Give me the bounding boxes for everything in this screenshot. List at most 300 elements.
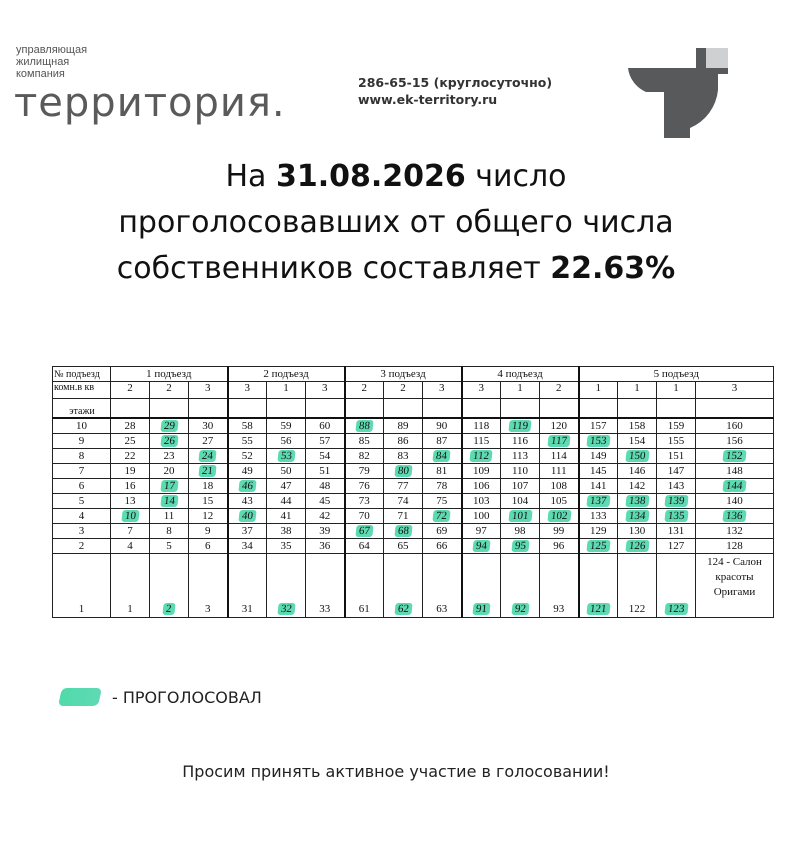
apartment-voted: 137	[586, 495, 610, 507]
apartment-number: 75	[436, 495, 448, 507]
apartment-number: 149	[590, 450, 607, 462]
apartment-cell	[657, 464, 696, 479]
apartment-number: 12	[202, 510, 214, 522]
apartment-cell	[150, 434, 189, 449]
apartment-cell	[540, 524, 579, 539]
apartment-number: 79	[358, 465, 370, 477]
apartment-cell	[501, 464, 540, 479]
apartment-number: 90	[436, 420, 448, 432]
apartment-number: 3	[205, 603, 211, 615]
apartment-voted: 67	[355, 525, 373, 537]
apartment-cell	[462, 509, 501, 524]
apartment-cell	[228, 479, 267, 494]
podezd-header: 4 подъезд	[462, 367, 579, 382]
apartment-number: 86	[397, 435, 409, 447]
apartment-number: 30	[202, 420, 214, 432]
apartment-cell	[579, 479, 618, 494]
apartment-number: 20	[163, 465, 175, 477]
apartment-number: 118	[473, 420, 490, 432]
apartment-number: 85	[358, 435, 370, 447]
apartment-number: 147	[667, 465, 685, 477]
apartment-cell	[579, 434, 618, 449]
apartment-number: 23	[163, 450, 175, 462]
apartment-cell	[462, 539, 501, 554]
apartment-number: 96	[553, 540, 565, 552]
rooms-count: 1	[267, 382, 306, 399]
apartment-cell	[384, 464, 423, 479]
apartment-number: 4	[127, 540, 133, 552]
apartment-voted: 80	[394, 465, 412, 477]
floor-number: 8	[53, 449, 111, 464]
apartment-number: 16	[124, 480, 136, 492]
apartment-number: 98	[514, 525, 526, 537]
apartment-number: 76	[358, 480, 370, 492]
rooms-count: 2	[111, 382, 150, 399]
apartment-cell	[540, 539, 579, 554]
apartment-cell	[267, 539, 306, 554]
apartment-voted: 153	[586, 435, 610, 447]
apartment-cell	[657, 509, 696, 524]
footer-note: Просим принять активное участие в голосовании!	[182, 762, 610, 781]
apartment-cell	[540, 554, 579, 618]
apartment-cell	[345, 539, 384, 554]
apartment-number: 78	[436, 480, 448, 492]
apartment-voted: 152	[723, 450, 747, 462]
apartment-cell	[150, 418, 189, 434]
apartment-cell	[579, 524, 618, 539]
apartment-cell	[306, 539, 345, 554]
podezd-header: 2 подъезд	[228, 367, 345, 382]
apartment-cell	[696, 509, 774, 524]
apartment-cell	[462, 464, 501, 479]
apartment-number: 8	[166, 525, 172, 537]
apartment-number: 18	[202, 480, 214, 492]
blank-cell	[423, 399, 462, 419]
apartment-cell	[540, 434, 579, 449]
apartment-number: 109	[473, 465, 490, 477]
apartment-cell	[384, 479, 423, 494]
apartment-number: 1	[127, 603, 133, 615]
apartment-cell	[462, 418, 501, 434]
company-name: территория.	[14, 80, 286, 126]
apartment-cell	[501, 418, 540, 434]
apartment-cell	[384, 554, 423, 618]
apartment-cell	[540, 494, 579, 509]
apartment-cell	[384, 449, 423, 464]
apartment-number: 41	[280, 510, 292, 522]
vote-table	[52, 366, 774, 618]
apartment-cell	[267, 509, 306, 524]
apartment-number: 106	[473, 480, 490, 492]
apartment-cell	[228, 494, 267, 509]
apartment-cell	[501, 434, 540, 449]
apartment-cell	[462, 494, 501, 509]
apartment-cell	[696, 464, 774, 479]
podezd-header: 3 подъезд	[345, 367, 462, 382]
apartment-cell	[306, 524, 345, 539]
apartment-number: 15	[202, 495, 214, 507]
blank-cell	[618, 399, 657, 419]
apartment-voted: 95	[511, 540, 529, 552]
apartment-cell	[111, 464, 150, 479]
apartment-number: 65	[397, 540, 409, 552]
apartment-cell	[111, 524, 150, 539]
apartment-number: 61	[358, 603, 370, 615]
apartment-cell	[462, 479, 501, 494]
apartment-voted: 123	[664, 603, 688, 615]
apartment-number: 48	[319, 480, 331, 492]
apartment-voted: 62	[394, 603, 412, 615]
legend-text: - ПРОГОЛОСОВАЛ	[112, 687, 262, 707]
apartment-cell	[111, 494, 150, 509]
apartment-number: 49	[241, 465, 253, 477]
apartment-cell	[189, 449, 228, 464]
apartment-voted: 53	[277, 450, 295, 462]
apartment-cell	[657, 554, 696, 618]
apartment-number: 151	[667, 450, 685, 462]
apartment-number: 159	[667, 420, 685, 432]
apartment-cell	[345, 434, 384, 449]
apartment-cell	[150, 554, 189, 618]
apartment-cell	[579, 464, 618, 479]
apartment-number: 103	[473, 495, 490, 507]
apartment-number: 105	[550, 495, 567, 507]
apartment-number: 93	[553, 603, 565, 615]
headline-line-3: собственников составляет	[116, 251, 551, 286]
apartment-number: 145	[590, 465, 607, 477]
apartment-cell	[384, 418, 423, 434]
apartment-cell	[696, 494, 774, 509]
apartment-cell	[228, 509, 267, 524]
apartment-number: 113	[511, 450, 529, 462]
apartment-number: 64	[358, 540, 370, 552]
apartment-voted: 117	[547, 435, 570, 447]
blank-cell	[111, 399, 150, 419]
rooms-count: 1	[501, 382, 540, 399]
rooms-count: 2	[384, 382, 423, 399]
apartment-cell	[306, 554, 345, 618]
apartment-number: 59	[280, 420, 292, 432]
apartment-cell	[345, 479, 384, 494]
apartment-cell	[189, 494, 228, 509]
apartment-cell	[618, 449, 657, 464]
apartment-cell	[423, 554, 462, 618]
blank-cell	[384, 399, 423, 419]
apartment-number: 73	[358, 495, 370, 507]
apartment-number: 124 - Салон красоты Оригами	[707, 556, 762, 598]
apartment-cell	[423, 464, 462, 479]
website-link[interactable]: www.ek-territory.ru	[358, 92, 498, 107]
apartment-number: 100	[473, 510, 490, 522]
rooms-count: 3	[423, 382, 462, 399]
apartment-cell	[384, 509, 423, 524]
blank-cell	[579, 399, 618, 419]
apartment-cell	[579, 418, 618, 434]
apartment-cell	[384, 494, 423, 509]
blank-cell	[267, 399, 306, 419]
rooms-count: 2	[540, 382, 579, 399]
apartment-number: 148	[726, 465, 743, 477]
apartment-voted: 14	[160, 495, 178, 507]
apartment-voted: 125	[586, 540, 610, 552]
apartment-number: 133	[590, 510, 607, 522]
apartment-cell	[657, 418, 696, 434]
apartment-number: 60	[319, 420, 331, 432]
apartment-cell	[189, 434, 228, 449]
blank-cell	[150, 399, 189, 419]
apartment-cell	[696, 434, 774, 449]
apartment-cell	[228, 539, 267, 554]
apartment-number: 58	[241, 420, 253, 432]
apartment-number: 157	[590, 420, 607, 432]
apartment-number: 36	[319, 540, 331, 552]
apartment-cell	[189, 509, 228, 524]
table-row	[53, 554, 774, 618]
apartment-voted: 92	[511, 603, 529, 615]
apartment-cell	[462, 449, 501, 464]
apartment-voted: 32	[277, 603, 295, 615]
apartment-number: 140	[726, 495, 743, 507]
company-line-3: компания	[16, 68, 65, 80]
podezd-header: 5 подъезд	[579, 367, 774, 382]
apartment-cell	[540, 509, 579, 524]
apartment-cell	[267, 464, 306, 479]
headline-line-2: проголосовавших от общего числа	[118, 205, 674, 240]
rooms-count: 1	[618, 382, 657, 399]
apartment-cell	[306, 479, 345, 494]
apartment-voted: 72	[433, 510, 451, 522]
apartment-cell	[228, 449, 267, 464]
apartment-cell	[111, 418, 150, 434]
apartment-cell	[228, 418, 267, 434]
apartment-number: 142	[628, 480, 646, 492]
apartment-cell	[423, 449, 462, 464]
apartment-cell	[306, 509, 345, 524]
apartment-number: 37	[241, 525, 253, 537]
apartment-number: 146	[628, 465, 646, 477]
apartment-number: 55	[241, 435, 253, 447]
apartment-cell	[696, 524, 774, 539]
apartment-cell	[345, 464, 384, 479]
apartment-cell	[579, 539, 618, 554]
table-row	[53, 479, 774, 494]
rooms-count: 3	[696, 382, 774, 399]
headline-date: 31.08.2026	[275, 159, 466, 194]
rooms-count: 3	[189, 382, 228, 399]
apartment-cell	[345, 494, 384, 509]
table-row	[53, 464, 774, 479]
apartment-cell	[189, 479, 228, 494]
apartment-cell	[306, 434, 345, 449]
apartment-number: 33	[319, 603, 331, 615]
apartment-cell	[462, 434, 501, 449]
apartment-number: 31	[241, 603, 253, 615]
apartment-voted: 68	[394, 525, 412, 537]
apartment-number: 97	[475, 525, 487, 537]
apartment-number: 52	[241, 450, 253, 462]
apartment-cell	[189, 539, 228, 554]
apartment-number: 27	[202, 435, 214, 447]
podezd-label: № подъезд	[53, 367, 111, 382]
floor-number: 2	[53, 539, 111, 554]
blank-cell	[306, 399, 345, 419]
apartment-voted: 84	[433, 450, 451, 462]
apartment-cell	[267, 494, 306, 509]
floor-number: 6	[53, 479, 111, 494]
apartment-cell	[657, 524, 696, 539]
apartment-voted: 21	[199, 465, 217, 477]
apartment-number: 28	[124, 420, 136, 432]
apartment-number: 7	[127, 525, 133, 537]
apartment-number: 11	[163, 510, 175, 522]
rooms-count: 3	[306, 382, 345, 399]
apartment-cell	[345, 449, 384, 464]
rooms-count: 1	[657, 382, 696, 399]
blank-cell	[462, 399, 501, 419]
rooms-count: 3	[228, 382, 267, 399]
apartment-cell	[657, 479, 696, 494]
apartment-number: 57	[319, 435, 331, 447]
apartment-number: 158	[628, 420, 646, 432]
apartment-cell	[696, 479, 774, 494]
apartment-cell	[657, 494, 696, 509]
apartment-number: 81	[436, 465, 448, 477]
apartment-cell	[657, 539, 696, 554]
apartment-number: 34	[241, 540, 253, 552]
apartment-cell	[345, 418, 384, 434]
apartment-number: 87	[436, 435, 448, 447]
apartment-cell	[657, 449, 696, 464]
apartment-cell	[696, 449, 774, 464]
apartment-cell	[228, 554, 267, 618]
apartment-number: 111	[550, 465, 567, 477]
apartment-cell	[696, 539, 774, 554]
apartment-cell	[618, 509, 657, 524]
apartment-voted: 40	[238, 510, 256, 522]
apartment-cell	[696, 418, 774, 434]
blank-cell	[345, 399, 384, 419]
apartment-voted: 10	[121, 510, 139, 522]
apartment-number: 83	[397, 450, 409, 462]
apartment-number: 130	[628, 525, 646, 537]
apartment-voted: 101	[508, 510, 532, 522]
apartment-cell	[540, 449, 579, 464]
table-row	[53, 449, 774, 464]
apartment-cell	[150, 449, 189, 464]
apartment-cell	[618, 494, 657, 509]
apartment-cell	[579, 509, 618, 524]
apartment-cell	[540, 464, 579, 479]
apartment-cell	[423, 509, 462, 524]
table-row	[53, 434, 774, 449]
apartment-number: 63	[436, 603, 448, 615]
blank-cell	[696, 399, 774, 419]
apartment-cell	[462, 524, 501, 539]
apartment-cell	[150, 524, 189, 539]
apartment-number: 5	[166, 540, 172, 552]
apartment-cell	[384, 524, 423, 539]
apartment-number: 51	[319, 465, 331, 477]
apartment-cell	[540, 479, 579, 494]
apartment-cell	[423, 418, 462, 434]
apartment-number: 154	[628, 435, 646, 447]
apartment-cell	[657, 434, 696, 449]
rooms-count: 3	[462, 382, 501, 399]
table-row	[53, 539, 774, 554]
apartment-voted: 17	[160, 480, 178, 492]
apartment-cell	[618, 418, 657, 434]
floor-number: 7	[53, 464, 111, 479]
apartment-number: 22	[124, 450, 136, 462]
apartment-voted: 136	[723, 510, 747, 522]
apartment-number: 156	[726, 435, 743, 447]
apartment-number: 44	[280, 495, 292, 507]
apartment-cell	[306, 449, 345, 464]
apartment-cell	[267, 554, 306, 618]
apartment-number: 71	[397, 510, 409, 522]
headline-prefix: На	[225, 159, 276, 194]
apartment-voted: 29	[160, 420, 178, 432]
apartment-cell	[501, 509, 540, 524]
apartment-cell	[501, 524, 540, 539]
apartment-cell	[150, 509, 189, 524]
apartment-cell	[111, 434, 150, 449]
apartment-cell	[267, 418, 306, 434]
apartment-number: 47	[280, 480, 292, 492]
apartment-cell	[267, 524, 306, 539]
apartment-number: 42	[319, 510, 331, 522]
apartment-cell	[501, 554, 540, 618]
rooms-count: 2	[345, 382, 384, 399]
apartment-cell	[111, 479, 150, 494]
apartment-cell	[306, 464, 345, 479]
apartment-cell	[267, 449, 306, 464]
apartment-cell	[150, 479, 189, 494]
floor-number: 5	[53, 494, 111, 509]
apartment-cell	[111, 449, 150, 464]
apartment-number: 116	[511, 435, 529, 447]
apartment-cell	[111, 554, 150, 618]
apartment-cell	[423, 479, 462, 494]
apartment-voted: 144	[723, 480, 747, 492]
apartment-number: 19	[124, 465, 136, 477]
apartment-cell	[189, 464, 228, 479]
apartment-cell	[189, 524, 228, 539]
apartment-cell	[462, 554, 501, 618]
apartment-cell	[111, 539, 150, 554]
apartment-cell	[423, 494, 462, 509]
apartment-cell	[306, 494, 345, 509]
apartment-voted: 126	[625, 540, 649, 552]
apartment-number: 115	[473, 435, 490, 447]
apartment-voted: 91	[472, 603, 490, 615]
apartment-number: 43	[241, 495, 253, 507]
apartment-voted: 119	[508, 420, 531, 432]
blank-cell	[657, 399, 696, 419]
apartment-number: 120	[550, 420, 567, 432]
apartment-cell	[189, 554, 228, 618]
apartment-cell	[696, 554, 774, 618]
apartment-voted: 26	[160, 435, 178, 447]
table-row	[53, 524, 774, 539]
apartment-voted: 24	[199, 450, 217, 462]
company-line-2: жилищная	[16, 56, 70, 68]
rooms-row	[53, 382, 774, 399]
apartment-number: 69	[436, 525, 448, 537]
apartment-cell	[189, 418, 228, 434]
apartment-cell	[540, 418, 579, 434]
apartment-number: 45	[319, 495, 331, 507]
